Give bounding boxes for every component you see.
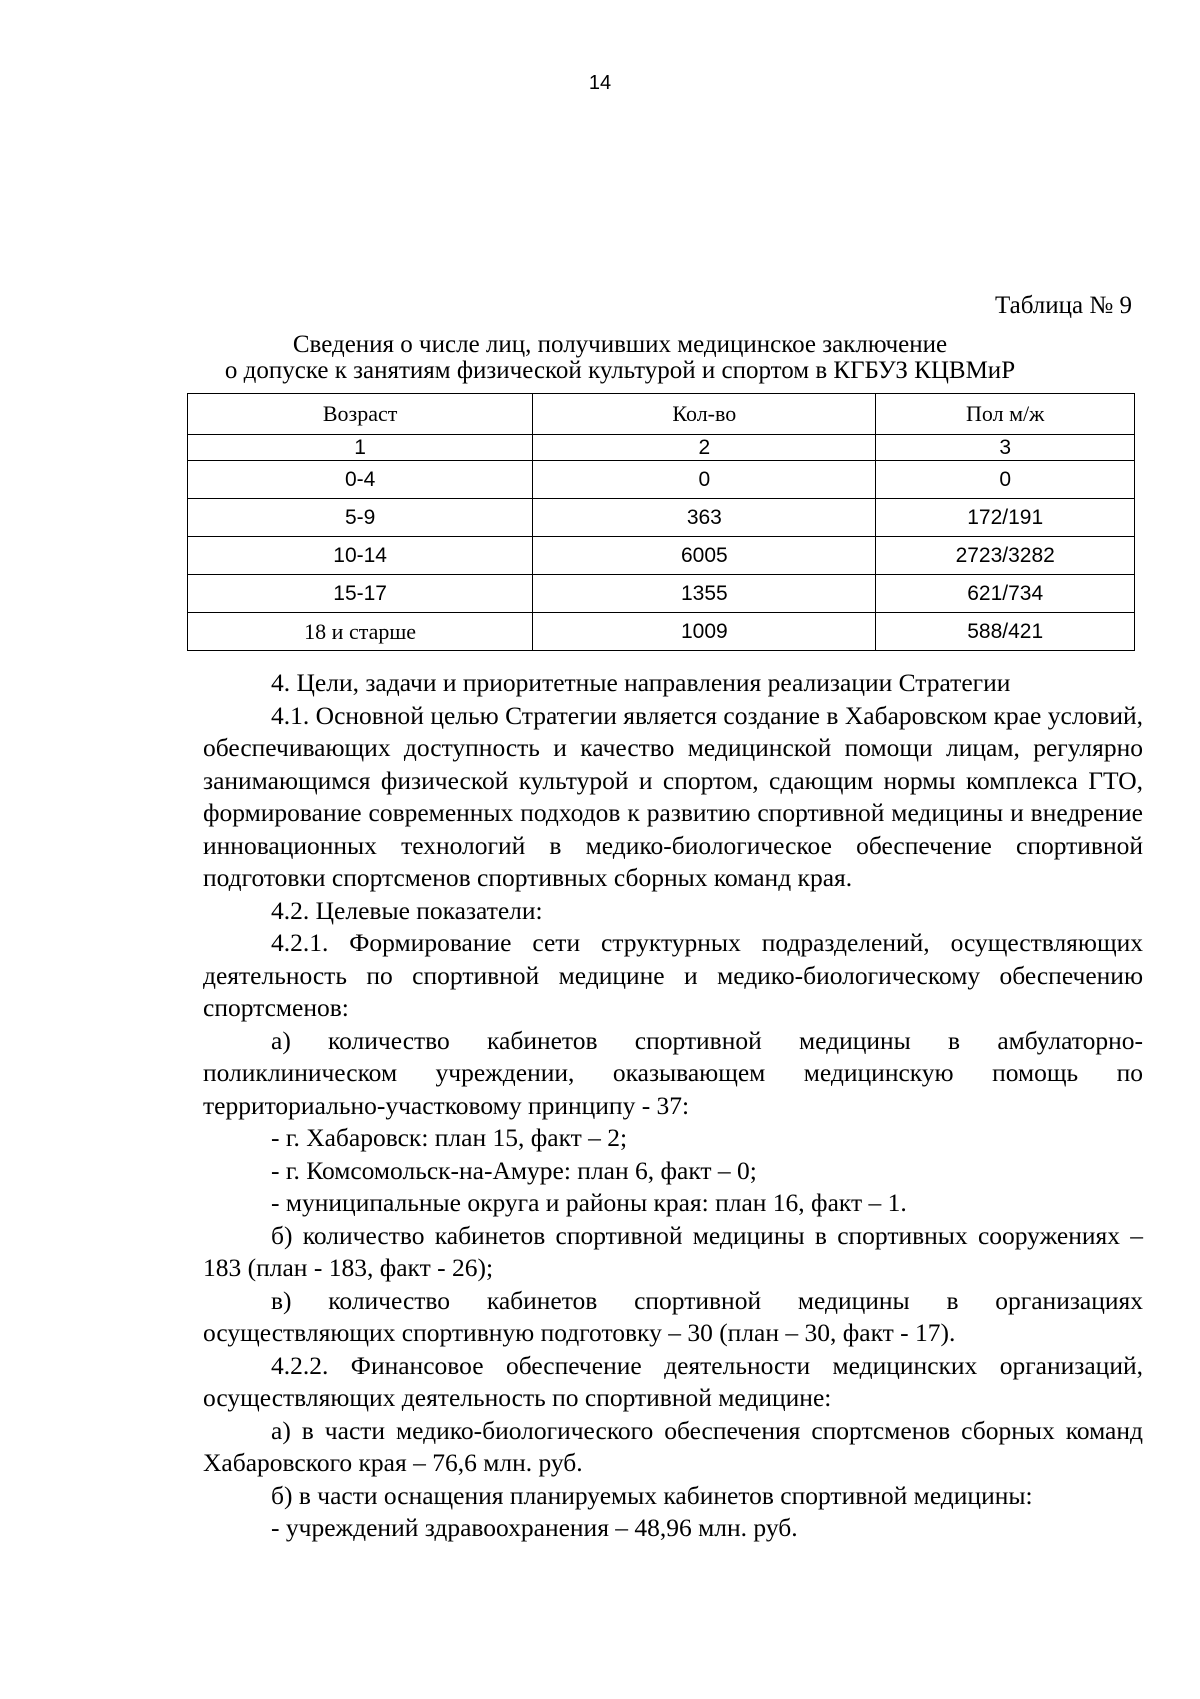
cell-sex: 588/421: [876, 613, 1135, 651]
cell-age: 5-9: [188, 499, 533, 537]
page-number: 14: [588, 72, 612, 94]
column-number: 1: [188, 435, 533, 461]
paragraph-item-v: в) количество кабинетов спортивной медицины в организациях осуществляющих спортивную подготовку – 30 (план – 30, факт - 17).: [203, 1285, 1143, 1347]
cell-count: 6005: [533, 537, 876, 575]
paragraph-financing-b: б) в части оснащения планируемых кабинетов спортивной медицины:: [271, 1480, 1033, 1510]
table-title-line-2: о допуске к занятиям физической культурой и спортом в КГБУЗ КЦВМиР: [224, 357, 1016, 384]
column-number: 3: [876, 435, 1135, 461]
section-body: [203, 667, 1143, 1545]
paragraph-financing-a: а) в части медико-биологического обеспечения спортсменов сборных команд Хабаровского края – 76,6 млн. руб.: [203, 1415, 1143, 1477]
column-number: 2: [533, 435, 876, 461]
column-number-row: [188, 435, 1135, 461]
header-sex: Пол м/ж: [876, 394, 1135, 435]
list-item: - учреждений здравоохранения – 48,96 млн. руб.: [271, 1513, 798, 1542]
table-row: [188, 499, 1135, 537]
cell-sex: 172/191: [876, 499, 1135, 537]
table-header-row: [188, 394, 1135, 435]
cell-count: 1009: [533, 613, 876, 651]
paragraph-targets: 4.2. Целевые показатели:: [271, 895, 543, 925]
cell-age: 15-17: [188, 575, 533, 613]
section-heading: 4. Цели, задачи и приоритетные направления реализации Стратегии: [271, 668, 1011, 697]
header-age: Возраст: [188, 394, 533, 435]
table-row: [188, 575, 1135, 613]
age-statistics-table: [187, 393, 1135, 651]
paragraph-item-a: а) количество кабинетов спортивной медицины в амбулаторно-поликлиническом учреждении, оказывающем медицинскую помощь по территориально-участковому принципу - 37:: [203, 1025, 1143, 1120]
table-title-line-1: Сведения о числе лиц, получивших медицинское заключение: [292, 331, 948, 358]
cell-count: 363: [533, 499, 876, 537]
cell-sex: 2723/3282: [876, 537, 1135, 575]
cell-age: 0-4: [188, 461, 533, 499]
cell-count: 1355: [533, 575, 876, 613]
table-row: [188, 461, 1135, 499]
table-row: [188, 613, 1135, 651]
list-item: - муниципальные округа и районы края: план 16, факт – 1.: [271, 1188, 907, 1217]
table-title: [180, 332, 1060, 384]
paragraph-financing: 4.2.2. Финансовое обеспечение деятельности медицинских организаций, осуществляющих деятельность по спортивной медицине:: [203, 1350, 1143, 1412]
list-item: - г. Комсомольск-на-Амуре: план 6, факт – 0;: [271, 1155, 757, 1185]
table-caption: Таблица № 9: [994, 292, 1132, 319]
table-row: [188, 537, 1135, 575]
cell-age: 18 и старше: [188, 613, 533, 651]
cell-sex: 0: [876, 461, 1135, 499]
cell-age: 10-14: [188, 537, 533, 575]
paragraph-goal: 4.1. Основной целью Стратегии является создание в Хабаровском крае условий, обеспечивающих доступность и качество медицинской помощи лицам, регулярно занимающимся физической культурой и спортом, сдающим нормы комплекса ГТО, формирование современных подходов к развитию спортивной медицины и внедрение инновационных технологий в медико-биологическое обеспечение спортивной подготовки спортсменов спортивных сборных команд края.: [203, 700, 1143, 892]
cell-count: 0: [533, 461, 876, 499]
paragraph-network: 4.2.1. Формирование сети структурных подразделений, осуществляющих деятельность по спортивной медицине и медико-биологическому обеспечению спортсменов:: [203, 928, 1143, 1022]
paragraph-item-b: б) количество кабинетов спортивной медицины в спортивных сооружениях – 183 (план - 183, факт - 26);: [203, 1220, 1143, 1282]
list-item: - г. Хабаровск: план 15, факт – 2;: [271, 1123, 628, 1152]
cell-sex: 621/734: [876, 575, 1135, 613]
header-count: Кол-во: [533, 394, 876, 435]
